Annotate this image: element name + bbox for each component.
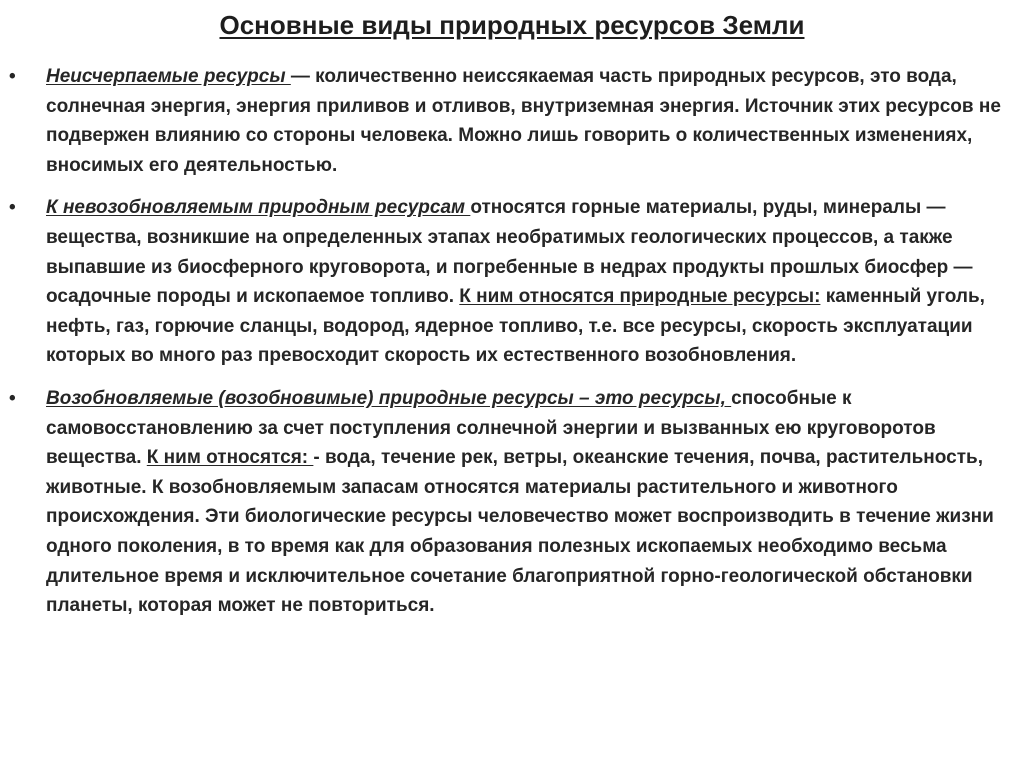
term-renewable: Возобновляемые (возобновимые) природные ресурсы – это ресурсы, — [46, 387, 732, 409]
bullet-inexhaustible — [46, 62, 1014, 180]
slide-title: Основные виды природных ресурсов Земли — [219, 10, 805, 40]
text-nonrenewable-part1: относятся горные материалы, руды, минералы — вещества, возникшие на определенных этапах необратимых геологических процессов, а также выпавшие из биосферного круговорота, и погребенные в недрах продукты прошлых биосфер — осадочные породы и ископаемое топливо. — [46, 197, 973, 308]
bullet-renewable — [46, 384, 1014, 621]
underline-renewable: К ним относятся: — [146, 447, 314, 469]
text-nonrenewable-part2: каменный уголь, нефть, газ, горючие сланцы, водород, ядерное топливо, т.е. все ресурсы, скорость эксплуатации которых во много раз превосходит скорость их естественного возобновления. — [46, 286, 985, 367]
text-inexhaustible: — количественно неиссякаемая часть природных ресурсов, это вода, солнечная энергия, энергия приливов и отливов, внутриземная энергия. Источник этих ресурсов не подвержен влиянию со стороны человека. Можно лишь говорить о количественных изменениях, вносимых его деятельностью. — [46, 66, 1001, 176]
text-renewable-part1: способные к самовосстановлению за счет поступления солнечной энергии и вызванных ею круговоротов вещества. — [46, 387, 936, 469]
underline-nonrenewable: К ним относятся природные ресурсы: — [459, 286, 821, 308]
term-nonrenewable: К невозобновляемым природным ресурсам — [46, 197, 471, 219]
bullet-list — [46, 62, 1014, 634]
bullet-nonrenewable — [46, 193, 1014, 371]
term-inexhaustible: Неисчерпаемые ресурсы — [46, 66, 291, 87]
text-renewable-part2: - вода, течение рек, ветры, океанские течения, почва, растительность, животные. К возобновляемым запасам относятся материалы растительного и животного происхождения. Эти биологические ресурсы человечество может воспроизводить в течение жизни одного поколения, в то время как для образования полезных ископаемых необходимо весьма длительное время и исключительное сочетание благоприятной горно-геологической обстановки планеты, которая может не повториться. — [46, 447, 994, 617]
